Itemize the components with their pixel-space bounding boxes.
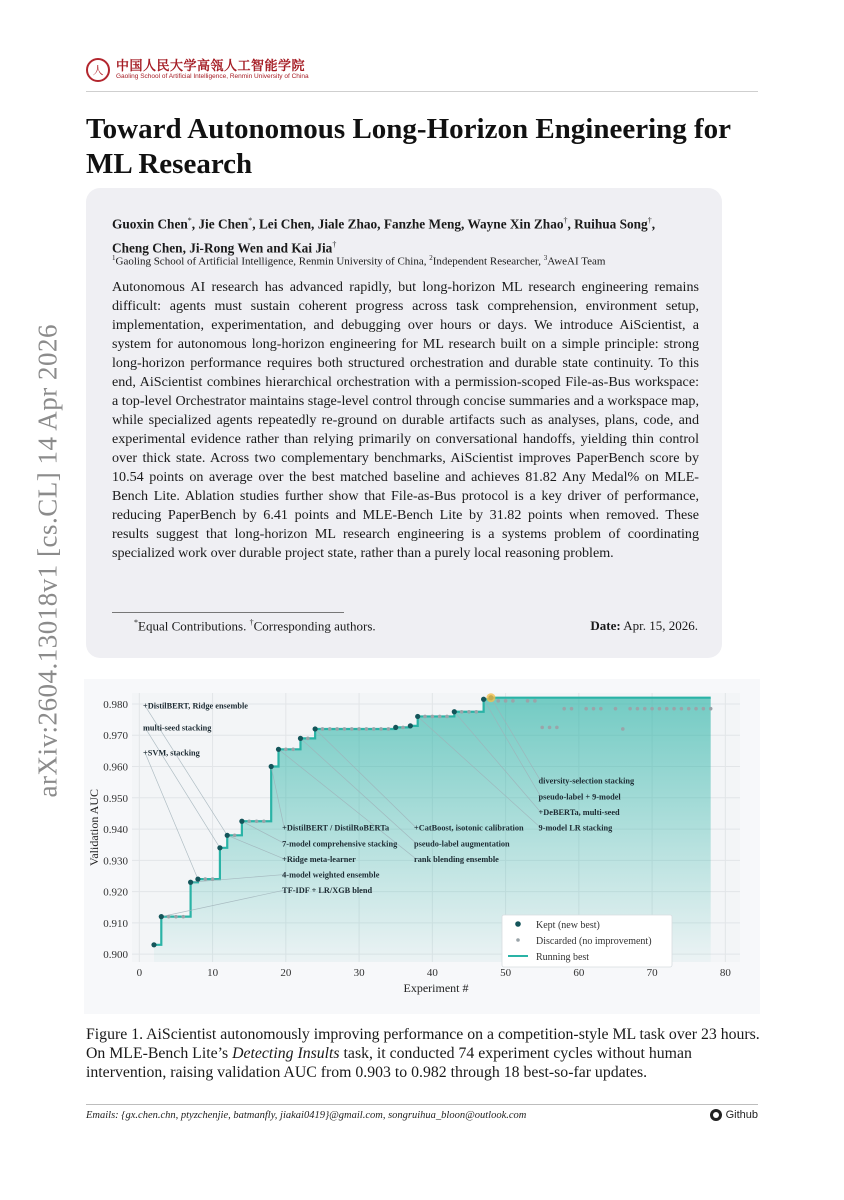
figure-1-chart [84, 679, 760, 1014]
discarded-point [335, 727, 339, 731]
kept-point [452, 709, 457, 714]
annotation-label: diversity-selection stacking [538, 776, 635, 786]
discarded-point [167, 915, 171, 919]
affiliation-text: Independent Researcher, [432, 255, 544, 268]
author-name: Kai Jia [291, 240, 333, 256]
discarded-point [592, 707, 596, 711]
discarded-point [687, 707, 691, 711]
discarded-point [291, 748, 295, 752]
equal-contrib-note: Equal Contributions. [138, 618, 250, 634]
discarded-point [350, 727, 354, 731]
emails-text: {gx.chen.chn, ptyzchenjie, batmanfly, jiakai0419}@gmail.com, songruihua_bloon@outlook.com [121, 1110, 527, 1121]
caption-suffix: task, it conducted 74 experiment cycles without human intervention, raising validation AUC from 0.903 to 0.982 through 18 best-so-far updates. [86, 1045, 692, 1081]
kept-point [269, 764, 274, 769]
kept-point [415, 714, 420, 719]
github-icon [710, 1109, 722, 1121]
date-label: Date: [590, 618, 621, 633]
institution-logo [86, 58, 309, 82]
y-tick-label: 0.900 [103, 949, 128, 962]
discarded-point [709, 707, 713, 711]
discarded-point [372, 727, 376, 731]
x-tick-label: 30 [353, 967, 365, 979]
logo-name-cn: 中国人民大学高瓴人工智能学院 [116, 58, 306, 73]
kept-point [276, 747, 281, 752]
affiliation-number: 3 [543, 254, 548, 262]
annotation-label: +CatBoost, isotonic calibration [414, 823, 524, 833]
abstract-text: Autonomous AI research has advanced rapidly, but long-horizon ML research engineering remains difficult: agents must sustain coherent progress across task comprehension, environment setup, implementation, experimentation, and debugging over hours or days. We introduce AiScientist, a system for autonomous long-horizon engineering for ML research built on a simple principle: strong long-horizon performance requires both structured orchestration and durable state continuity. To this end, AiScientist combines hierarchical orchestration with a permission-scoped File-as-Bus workspace: a top-level Orchestrator maintains stage-level control through concise summaries and a workspace map, while specialized agents repeatedly re-ground on durable artifacts such as analyses, plans, code, and experimental evidence rather than relying primarily on conversational handoffs, yielding thin control over thick state. Across two complementary benchmarks, AiScientist improves PaperBench score by 10.54 points on average over the best matched baseline and achieves 81.82 Any Medal% on MLE-Bench Lite. Ablation studies further show that File-as-Bus protocol is a key driver of performance, reducing PaperBench by 6.41 points and MLE-Bench Lite by 31.82 points when removed. These results suggest that long-horizon ML research engineering is a systems problem of coordinating specialized work over durable project state, rather than a purely local reasoning problem. [112, 279, 699, 561]
y-tick-label: 0.960 [103, 761, 128, 774]
legend-label: Discarded (no improvement) [536, 936, 652, 947]
discarded-point [621, 727, 625, 731]
kept-point [393, 725, 398, 730]
author-mark: † [647, 216, 652, 225]
header-divider [86, 91, 758, 92]
author-list: Guoxin Chen*, Jie Chen*, Lei Chen, Jiale Zhao, Fanzhe Meng, Wayne Xin Zhao†, Ruihua Song†, Cheng Chen, Ji-Rong Wen and Kai Jia† [112, 216, 656, 256]
y-axis-label: Validation AUC [87, 789, 101, 866]
annotation-label: +DistilBERT / DistilRoBERTa [282, 823, 390, 833]
discarded-point [438, 715, 442, 719]
discarded-point [203, 877, 207, 881]
legend-marker [515, 921, 521, 927]
kept-point [225, 833, 230, 838]
author-name: Lei Chen [258, 216, 312, 232]
x-tick-label: 0 [136, 967, 143, 979]
annotation-label: rank blending ensemble [414, 854, 499, 864]
kept-point [298, 736, 303, 741]
caption-task: Detecting Insults [232, 1045, 340, 1062]
annotation-label: +DeBERTa, multi-seed [538, 807, 620, 817]
discarded-point [702, 707, 706, 711]
author-name: Ruihua Song [574, 216, 648, 232]
discarded-point [284, 748, 288, 752]
university-seal-icon: 人 [86, 58, 110, 82]
discarded-point [694, 707, 698, 711]
paper-date [590, 618, 698, 634]
discarded-point [665, 707, 669, 711]
discarded-point [328, 727, 332, 731]
discarded-point [174, 915, 178, 919]
annotation-label: 9-model LR stacking [538, 823, 613, 833]
discarded-point [467, 710, 471, 714]
kept-point [195, 877, 200, 882]
discarded-point [233, 834, 237, 838]
y-tick-label: 0.950 [103, 792, 128, 805]
discarded-point [321, 727, 325, 731]
github-label: Github [725, 1109, 758, 1121]
auc-progress-chart [84, 679, 760, 1014]
affiliations [112, 251, 712, 269]
x-axis-label: Experiment # [403, 981, 469, 995]
author-mark: * [187, 216, 192, 225]
corresponding-note: Corresponding authors. [253, 618, 376, 634]
discarded-point [211, 877, 215, 881]
discarded-point [431, 715, 435, 719]
discarded-point [650, 707, 654, 711]
legend-marker [516, 938, 520, 942]
discarded-point [540, 726, 544, 730]
kept-point [151, 942, 156, 947]
discarded-point [614, 707, 618, 711]
discarded-point [247, 819, 251, 823]
discarded-point [562, 707, 566, 711]
legend-label: Kept (new best) [536, 920, 600, 931]
affiliation-number: 2 [429, 254, 433, 262]
discarded-point [680, 707, 684, 711]
discarded-point [181, 915, 185, 919]
footer-divider [86, 1104, 758, 1105]
arxiv-side-stamp: arXiv:2604.13018v1 [cs.CL] 14 Apr 2026 [32, 324, 63, 798]
discarded-point [255, 819, 259, 823]
discarded-point [548, 726, 552, 730]
annotation-label: +Ridge meta-learner [282, 854, 356, 864]
x-tick-label: 50 [500, 967, 512, 979]
author-name: Jiale Zhao [317, 216, 378, 232]
author-name: Fanzhe Meng [383, 216, 462, 232]
discarded-point [628, 707, 632, 711]
paper-title: Toward Autonomous Long-Horizon Engineering for ML Research [86, 113, 731, 180]
discarded-point [555, 726, 559, 730]
kept-point [188, 880, 193, 885]
affiliation-text: Gaoling School of Artificial Intelligence, Renmin University of China, [115, 255, 430, 268]
footnote [134, 618, 376, 634]
y-tick-label: 0.970 [103, 730, 128, 743]
contact-emails [86, 1110, 526, 1121]
discarded-point [460, 710, 464, 714]
discarded-point [387, 727, 391, 731]
discarded-point [599, 707, 603, 711]
discarded-point [306, 737, 310, 741]
author-name: Ji-Rong Wen [189, 240, 264, 256]
discarded-point [636, 707, 640, 711]
discarded-point [445, 715, 449, 719]
y-tick-label: 0.980 [103, 698, 128, 711]
equal-mark: * [134, 618, 138, 627]
emails-label: Emails: [86, 1110, 119, 1121]
author-name: Cheng Chen [112, 240, 183, 256]
annotation-label: pseudo-label + 9-model [538, 792, 621, 802]
y-tick-label: 0.920 [103, 886, 128, 899]
kept-point [217, 845, 222, 850]
annotation-label: 7-model comprehensive stacking [282, 839, 398, 849]
logo-name-en: Gaoling School of Artificial Intelligence, Renmin University of China [116, 73, 309, 80]
discarded-point [357, 727, 361, 731]
date-value: Apr. 15, 2026. [623, 618, 698, 633]
y-tick-label: 0.930 [103, 855, 128, 868]
annotation-label: pseudo-label augmentation [414, 839, 510, 849]
kept-point [313, 726, 318, 731]
figure-caption [86, 1025, 760, 1082]
author-name: Wayne Xin Zhao [467, 216, 564, 232]
affiliation-text: AweAI Team [547, 255, 606, 268]
discarded-point [504, 699, 508, 703]
x-tick-label: 10 [207, 967, 219, 979]
author-name: Guoxin Chen [112, 216, 188, 232]
discarded-point [401, 726, 405, 730]
legend-label: Running best [536, 952, 590, 963]
kept-point [481, 697, 486, 702]
kept-point [239, 819, 244, 824]
discarded-point [672, 707, 676, 711]
discarded-point [658, 707, 662, 711]
discarded-point [533, 699, 537, 703]
x-tick-label: 70 [646, 967, 658, 979]
author-mark: † [332, 240, 337, 250]
discarded-point [379, 727, 383, 731]
discarded-point [511, 699, 515, 703]
best-result-star [486, 693, 495, 702]
discarded-point [496, 699, 500, 703]
annotation-label: 4-model weighted ensemble [282, 870, 380, 880]
discarded-point [584, 707, 588, 711]
discarded-point [643, 707, 647, 711]
affiliation-number: 1 [112, 254, 116, 262]
discarded-point [423, 715, 427, 719]
annotation-label: multi-seed stacking [142, 723, 212, 733]
discarded-point [365, 727, 369, 731]
author-name: Jie Chen [198, 216, 249, 232]
x-tick-label: 80 [719, 967, 731, 979]
github-link[interactable] [710, 1109, 758, 1121]
kept-point [408, 723, 413, 728]
annotation-label: +DistilBERT, Ridge ensemble [142, 701, 248, 711]
annotation-label: TF-IDF + LR/XGB blend [282, 886, 373, 896]
x-tick-label: 40 [426, 967, 438, 979]
author-mark: † [563, 216, 568, 225]
discarded-point [570, 707, 574, 711]
caption-prefix: Figure 1. AiScientist autonomously improving performance on a competition-style ML task over 23 hours. On MLE-Bench Lite’s [86, 1026, 760, 1062]
corr-mark: † [249, 618, 254, 627]
annotation-label: +SVM, stacking [142, 748, 200, 758]
y-tick-label: 0.940 [103, 824, 128, 837]
discarded-point [526, 699, 530, 703]
x-tick-label: 20 [280, 967, 292, 979]
kept-point [159, 914, 164, 919]
discarded-point [474, 710, 478, 714]
author-mark: * [248, 216, 253, 225]
footnote-divider [112, 612, 344, 613]
x-tick-label: 60 [573, 967, 585, 979]
discarded-point [262, 819, 266, 823]
y-tick-label: 0.910 [103, 917, 128, 930]
discarded-point [343, 727, 347, 731]
